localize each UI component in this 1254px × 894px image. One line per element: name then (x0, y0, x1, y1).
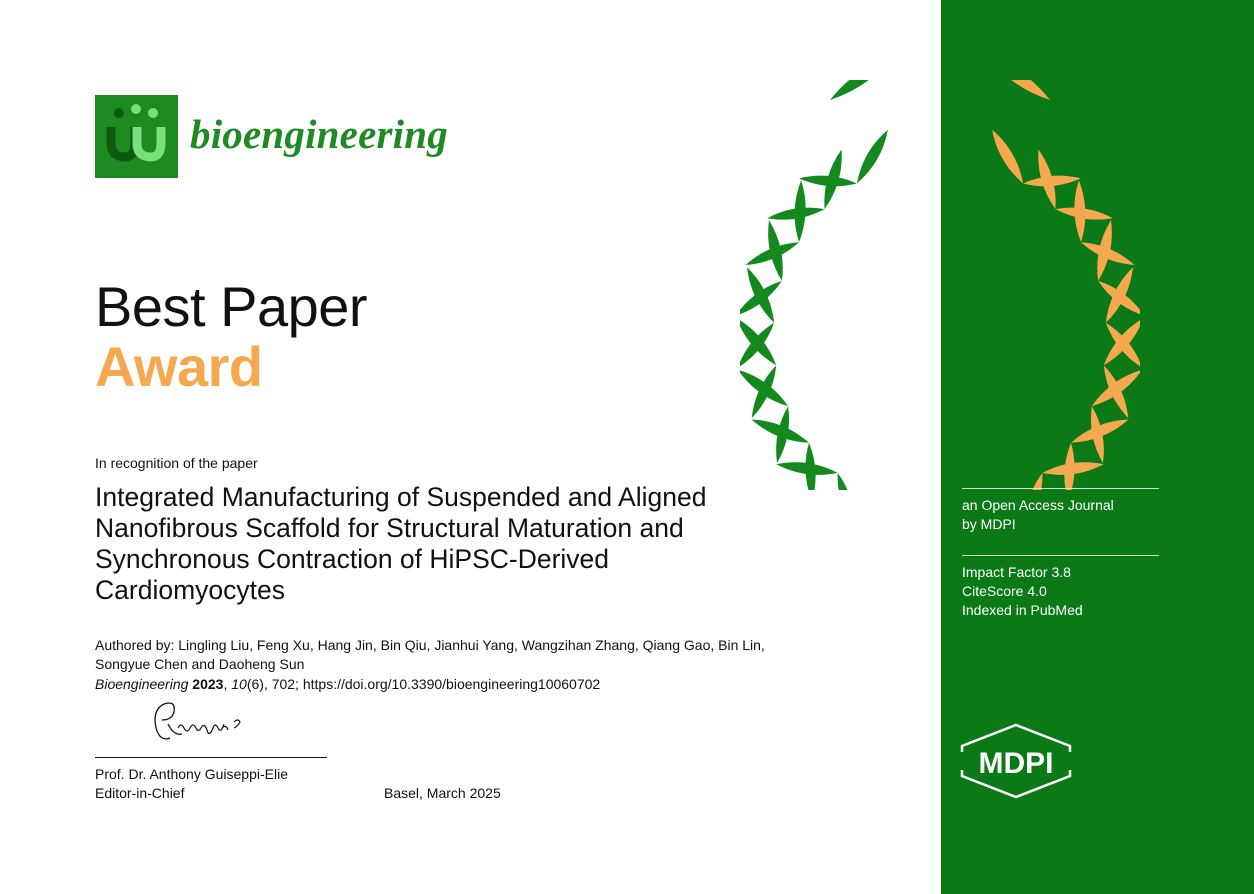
laurel-leaf (1063, 442, 1076, 490)
laurel-leaf (987, 127, 1028, 186)
paper-title: Integrated Manufacturing of Suspended and Aligned Nanofibrous Scaffold for Structural Maturation and Synchronous Contraction of HiPSC-Derived Cardiomyocytes (95, 482, 707, 605)
citation (95, 675, 815, 694)
laurel-leaf (833, 471, 860, 490)
mdpi-logo-icon (958, 722, 1076, 805)
sidebar-divider (962, 555, 1159, 556)
editor-name: Prof. Dr. Anthony Guiseppi-Elie (95, 766, 288, 782)
laurel-leaf (740, 277, 785, 320)
bioengineering-logo-icon (95, 95, 178, 178)
sidebar-divider (962, 488, 1159, 489)
recognition-label: In recognition of the paper (95, 455, 258, 471)
indexed-in: Indexed in PubMed (962, 602, 1083, 618)
citation-journal: Bioengineering (95, 676, 189, 692)
handwritten-signature (150, 698, 260, 753)
laurel-leaf (827, 80, 899, 105)
citation-volume: 10 (231, 676, 247, 692)
award-subtitle: Award (95, 335, 263, 398)
author-list: Authored by: Lingling Liu, Feng Xu, Hang Jin, Bin Qiu, Jianhui Yang, Wangzihan Zhang, Qiang Gao, Bin Lin, Songyue Chen and Daoheng Sun (95, 637, 765, 672)
editor-role: Editor-in-Chief (95, 785, 185, 801)
laurel-leaf (804, 442, 817, 490)
place-date: Basel, March 2025 (384, 785, 501, 801)
citation-sep: , (223, 676, 232, 692)
laurel-leaf (852, 127, 893, 186)
signature-line (95, 757, 327, 758)
laurel-leaf (981, 80, 1053, 105)
citation-year: 2023 (192, 676, 224, 692)
open-access-label: an Open Access Journal (962, 497, 1114, 513)
citation-doi: (6), 702; https://doi.org/10.3390/bioengineering10060702 (246, 676, 601, 692)
mdpi-logo-text: MDPI (978, 747, 1054, 780)
impact-factor: Impact Factor 3.8 (962, 564, 1071, 580)
publisher-label: by MDPI (962, 516, 1016, 532)
award-title: Best Paper (95, 275, 368, 338)
citescore: CiteScore 4.0 (962, 583, 1047, 599)
laurel-wreath-icon (740, 80, 1140, 495)
journal-name: bioengineering (190, 111, 448, 157)
laurel-leaf (1095, 277, 1140, 320)
